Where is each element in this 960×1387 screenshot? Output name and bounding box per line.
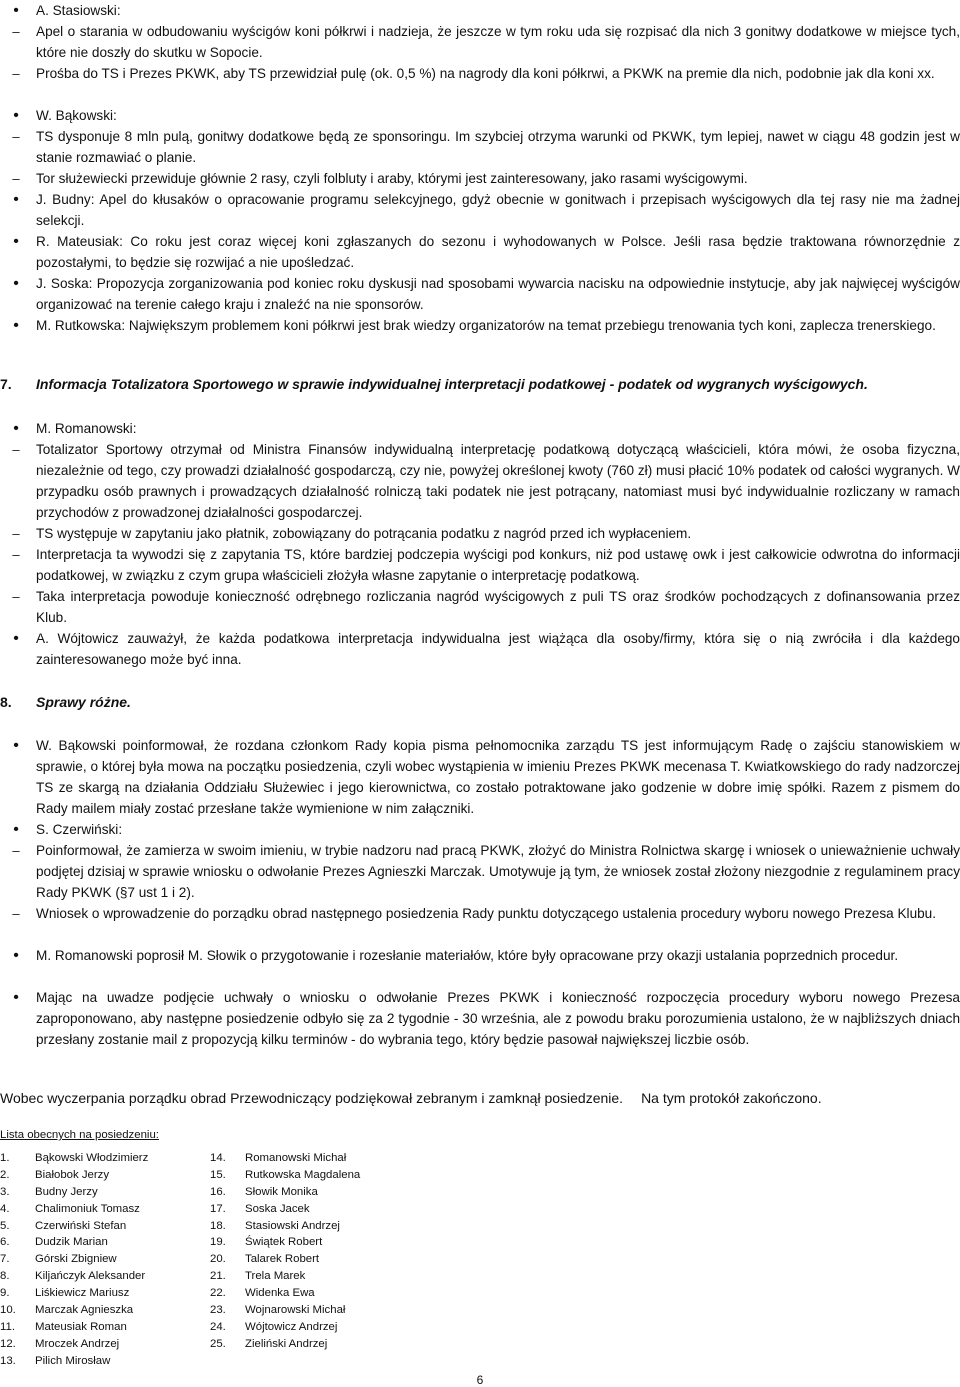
attendee-item — [0, 1251, 148, 1268]
closing-statement — [0, 1088, 960, 1109]
speaker-item — [13, 819, 960, 840]
attendee-number: 14. — [210, 1152, 226, 1164]
attendee-item — [0, 1201, 148, 1218]
attendee-name: Mroczek Andrzej — [35, 1337, 120, 1350]
dash-marker: – — [12, 906, 20, 921]
attendee-item — [0, 1268, 148, 1285]
attendee-name: Soska Jacek — [245, 1202, 310, 1215]
attendee-number: 3. — [0, 1185, 10, 1198]
paragraph-text: S. Czerwiński: — [36, 822, 123, 837]
speaker-item — [13, 735, 960, 819]
dash-marker: – — [12, 442, 20, 457]
attendee-number: 10. — [0, 1304, 16, 1317]
dash-item — [12, 168, 960, 189]
paragraph-text: TS występuje w zapytaniu jako płatnik, zobowiązany do potrącania podatku z nagród przed ich wypłaceniem. — [36, 526, 692, 541]
paragraph-text: Poinformował, że zamierza w swoim imieniu, w trybie nadzoru nad pracą PKWK, złożyć do Ministra Rolnictwa skargę i wniosek o unieważnienie uchwały podjętej dzisiaj w sprawie wniosku o odwołanie Prezes Agnieszki Marczak. Umotywuje ją tym, że wniosek został złożony niezgodnie z regulaminem pracy Rady PKWK (§7 ust 1 i 2). — [36, 843, 960, 900]
attendee-number: 1. — [0, 1152, 10, 1164]
attendee-item — [0, 1319, 148, 1336]
attendee-number: 8. — [0, 1270, 10, 1283]
dash-marker: – — [12, 547, 20, 562]
attendee-number: 24. — [210, 1320, 226, 1333]
attendee-number: 9. — [0, 1287, 10, 1300]
dash-marker: – — [12, 171, 20, 186]
attendee-name: Chalimoniuk Tomasz — [35, 1202, 140, 1215]
speaker-item — [13, 945, 960, 966]
paragraph-text: M. Romanowski: — [36, 421, 137, 436]
attendee-item — [0, 1167, 148, 1184]
attendee-name: Budny Jerzy — [35, 1185, 98, 1198]
section-heading — [0, 374, 960, 395]
bullet-marker: • — [13, 737, 19, 754]
paragraph-text: Prośba do TS i Prezes PKWK, aby TS przewidział pulę (ok. 0,5 %) na nagrody dla koni półkrwi, a PKWK na premie dla nich, podobnie jak dla koni xx. — [36, 66, 935, 81]
attendee-item — [210, 1184, 360, 1201]
paragraph-text: M. Rutkowska: Największym problemem koni półkrwi jest brak wiedzy organizatorów na temat przebiegu trenowania tych koni, zaplecza trenerskiego. — [36, 318, 936, 333]
paragraph-text: Apel o starania w odbudowaniu wyścigów koni półkrwi i nadzieja, że jeszcze w tym roku uda się rozpisać dla nich 3 gonitwy dodatkowe w miejsce tych, które nie doszły do skutku w Sopocie. — [36, 24, 960, 60]
attendee-item — [0, 1150, 148, 1167]
bullet-marker: • — [13, 821, 19, 838]
speaker-item — [13, 231, 960, 273]
attendee-number: 17. — [210, 1202, 226, 1215]
attendee-name: Romanowski Michał — [245, 1152, 347, 1164]
speaker-item — [13, 189, 960, 231]
attendee-item — [0, 1285, 148, 1302]
attendee-name: Słowik Monika — [245, 1185, 318, 1198]
attendee-number: 25. — [210, 1337, 226, 1350]
attendee-name: Kiljańczyk Aleksander — [35, 1270, 146, 1283]
paragraph-text: A. Stasiowski: — [36, 3, 121, 18]
attendee-name: Marczak Agnieszka — [35, 1304, 134, 1317]
section-heading — [0, 692, 960, 713]
speaker-item — [13, 418, 960, 439]
paragraph-text: W. Bąkowski poinformował, że rozdana członkom Rady kopia pisma pełnomocnika zarządu TS jest informującym Radę o zajściu stanowiskiem w sprawie, o której była mowa na początku posiedzenia, czyli wobec wystąpienia w imieniu Prezes PKWK mecenasa T. Kwiatkowskiego do rady nadzorczej TS ze skargą na działania Oddziału Służewiec i jego kierownictwa, co zostało potraktowane jako godzenie w dobre imię spółki. Razem z pismem do Rady mailem miały zostać przesłane także wymienione w nim załączniki. — [36, 738, 960, 816]
bullet-marker: • — [13, 233, 19, 250]
attendee-number: 11. — [0, 1320, 15, 1333]
attendee-item — [210, 1268, 360, 1285]
paragraph-text: J. Budny: Apel do kłusaków o opracowanie programu selekcyjnego, gdyż obecnie w gonitwach i przepisach wyścigowych dla tej rasy nie ma żadnej selekcji. — [36, 192, 960, 228]
attendee-item — [0, 1184, 148, 1201]
attendee-number: 6. — [0, 1236, 10, 1249]
paragraph-text: R. Mateusiak: Co roku jest coraz więcej koni zgłaszanych do sezonu i wyhodowanych w Polsce. Jeśli rasa będzie traktowana równorzędnie z pozostałymi, to będzie się rozwijać a nie upośledzać. — [36, 234, 960, 270]
attendee-item — [0, 1234, 148, 1251]
attendee-item — [0, 1302, 148, 1319]
attendee-number: 13. — [0, 1354, 16, 1367]
attendee-name: Bąkowski Włodzimierz — [35, 1152, 149, 1164]
attendee-name: Wojnarowski Michał — [245, 1304, 346, 1317]
attendee-item — [0, 1353, 148, 1370]
dash-item — [12, 544, 960, 586]
bullet-marker: • — [13, 191, 19, 208]
speaker-item — [13, 987, 960, 1050]
bullet-marker: • — [13, 420, 19, 437]
attendee-item — [210, 1302, 360, 1319]
attendee-item — [0, 1218, 148, 1235]
attendee-number: 16. — [210, 1185, 226, 1198]
attendee-item — [210, 1201, 360, 1218]
bullet-marker: • — [13, 275, 19, 292]
speaker-item — [13, 628, 960, 670]
attendance-column-1 — [0, 1150, 148, 1370]
attendance-title: Lista obecnych na posiedzeniu: — [0, 1129, 159, 1141]
speaker-item — [13, 273, 960, 315]
dash-item — [12, 586, 960, 628]
dash-item — [12, 523, 960, 544]
dash-marker: – — [12, 843, 20, 858]
attendee-number: 5. — [0, 1219, 10, 1232]
attendee-item — [210, 1218, 360, 1235]
bullet-marker: • — [13, 317, 19, 334]
attendee-name: Stasiowski Andrzej — [245, 1219, 340, 1232]
attendee-name: Czerwiński Stefan — [35, 1219, 127, 1232]
attendance-column-2 — [210, 1150, 360, 1353]
bullet-marker: • — [13, 989, 19, 1006]
bullet-marker: • — [13, 2, 19, 19]
attendee-name: Białobok Jerzy — [35, 1168, 110, 1181]
speaker-item — [13, 0, 960, 21]
protocol-end-text: Na tym protokół zakończono. — [641, 1090, 822, 1106]
attendee-item — [210, 1251, 360, 1268]
attendee-number: 2. — [0, 1168, 10, 1181]
dash-item — [12, 126, 960, 168]
attendee-number: 20. — [210, 1253, 226, 1266]
attendee-name: Trela Marek — [245, 1270, 306, 1283]
attendee-number: 21. — [210, 1270, 226, 1283]
paragraph-text: A. Wójtowicz zauważył, że każda podatkowa interpretacja indywidualna jest wiążąca dla osoby/firmy, która się o nią zwróciła i dla każdego zainteresowanego może być inna. — [36, 631, 960, 667]
dash-marker: – — [12, 589, 20, 604]
bullet-marker: • — [13, 107, 19, 124]
dash-item — [12, 840, 960, 903]
attendee-name: Wójtowicz Andrzej — [245, 1320, 338, 1333]
paragraph-text: J. Soska: Propozycja zorganizowania pod koniec roku dyskusji nad sposobami wywarcia nacisku na odpowiednie instytucje, aby jak najwięcej wyścigów organizować na terenie całego kraju i znaleźć na nie sponsorów. — [36, 276, 960, 312]
paragraph-text: TS dysponuje 8 mln pulą, gonitwy dodatkowe będą ze sponsoringu. Im szybciej otrzyma warunki od PKWK, tym lepiej, nawet w ciągu 48 godzin jest w stanie rozmawiać o planie. — [36, 129, 960, 165]
attendee-number: 22. — [210, 1287, 226, 1300]
closing-text: Wobec wyczerpania porządku obrad Przewodniczący podziękował zebranym i zamknął posiedzenie. — [0, 1090, 624, 1106]
section-number: 7. — [0, 376, 12, 392]
paragraph-text: Mając na uwadze podjęcie uchwały o wniosku o odwołanie Prezes PKWK i konieczność rozpoczęcia procedury wyboru nowego Prezesa zaproponowano, aby następne posiedzenie odbyło się za 2 tygodnie - 30 września, ale z powodu braku porozumienia ustalono, że w najbliższych dniach przesłany zostanie mail z propozycją kilku terminów - do wybrania tego, który będzie pasował największej liczbie osób. — [36, 990, 960, 1047]
attendee-number: 19. — [210, 1236, 226, 1249]
bullet-marker: • — [13, 947, 19, 964]
attendee-item — [210, 1336, 360, 1353]
attendee-number: 12. — [0, 1337, 16, 1350]
attendee-item — [210, 1167, 360, 1184]
attendee-name: Górski Zbigniew — [35, 1253, 117, 1266]
attendee-number: 15. — [210, 1168, 226, 1181]
attendee-name: Świątek Robert — [245, 1236, 323, 1249]
paragraph-text: Interpretacja ta wywodzi się z zapytania TS, które bardziej podczepia wyścigi pod konkurs, niż pod ustawę owk i jest całkowicie odwrotna do informacji podatkowej, w związku z czym grupa właścicieli złożyła własne zapytanie o interpretację podatkową. — [36, 547, 960, 583]
dash-marker: – — [12, 526, 20, 541]
paragraph-text: M. Romanowski poprosił M. Słowik o przygotowanie i rozesłanie materiałów, które były opracowane przy okazji ustalania poprzednich procedur. — [36, 948, 899, 963]
section-title: Informacja Totalizatora Sportowego w sprawie indywidualnej interpretacji podatkowej - podatek od wygranych wyścigowych. — [36, 376, 868, 392]
bullet-marker: • — [13, 630, 19, 647]
attendee-item — [210, 1150, 360, 1167]
attendee-name: Widenka Ewa — [245, 1287, 315, 1300]
attendee-name: Zieliński Andrzej — [245, 1337, 328, 1350]
paragraph-text: Wniosek o wprowadzenie do porządku obrad następnego posiedzenia Rady punktu dotyczącego ustalenia procedury wyboru nowego Prezesa Klubu. — [36, 906, 937, 921]
attendee-item — [0, 1336, 148, 1353]
dash-item — [12, 21, 960, 63]
attendee-number: 18. — [210, 1219, 226, 1232]
dash-marker: – — [12, 129, 20, 144]
attendee-name: Dudzik Marian — [35, 1236, 108, 1249]
section-number: 8. — [0, 694, 12, 710]
dash-item — [12, 439, 960, 523]
speaker-item — [13, 105, 960, 126]
attendee-item — [210, 1234, 360, 1251]
dash-marker: – — [12, 24, 20, 39]
attendee-name: Mateusiak Roman — [35, 1320, 127, 1333]
paragraph-text: Totalizator Sportowy otrzymał od Ministra Finansów indywidualną interpretację podatkową dotyczącą właścicieli, która mówi, że osoba fizyczna, niezależnie od tego, czy prowadzi działalność gospodarczą, czy nie, powyżej określonej kwoty (760 zł) musi płacić 10% podatek od całości wygranych. W przypadku osób prawnych i prowadzących działalność rolniczą taki podatek nie jest potrącany, natomiast musi być indywidualnie rozliczany w ramach przychodów z prowadzonej działalności gospodarczej. — [36, 442, 960, 520]
attendee-number: 4. — [0, 1202, 10, 1215]
section-title: Sprawy różne. — [36, 694, 131, 710]
attendee-number: 23. — [210, 1304, 226, 1317]
attendee-name: Talarek Robert — [245, 1253, 320, 1266]
attendee-number: 7. — [0, 1253, 10, 1266]
attendee-name: Liśkiewicz Mariusz — [35, 1287, 130, 1300]
attendee-item — [210, 1319, 360, 1336]
dash-marker: – — [12, 66, 20, 81]
paragraph-text: Tor służewiecki przewiduje głównie 2 rasy, czyli folbluty i araby, którymi jest zainteresowany, jako rasami wyścigowymi. — [36, 171, 748, 186]
attendee-name: Pilich Mirosław — [35, 1354, 111, 1367]
speaker-item — [13, 315, 960, 336]
paragraph-text: Taka interpretacja powoduje konieczność odrębnego rozliczania nagród wyścigowych z puli TS oraz środków pochodzących z dofinansowania przez Klub. — [36, 589, 960, 625]
dash-item — [12, 63, 960, 84]
attendee-name: Rutkowska Magdalena — [245, 1168, 361, 1181]
paragraph-text: W. Bąkowski: — [36, 108, 117, 123]
page-number: 6 — [476, 1373, 484, 1387]
dash-item — [12, 903, 960, 924]
attendee-item — [210, 1285, 360, 1302]
